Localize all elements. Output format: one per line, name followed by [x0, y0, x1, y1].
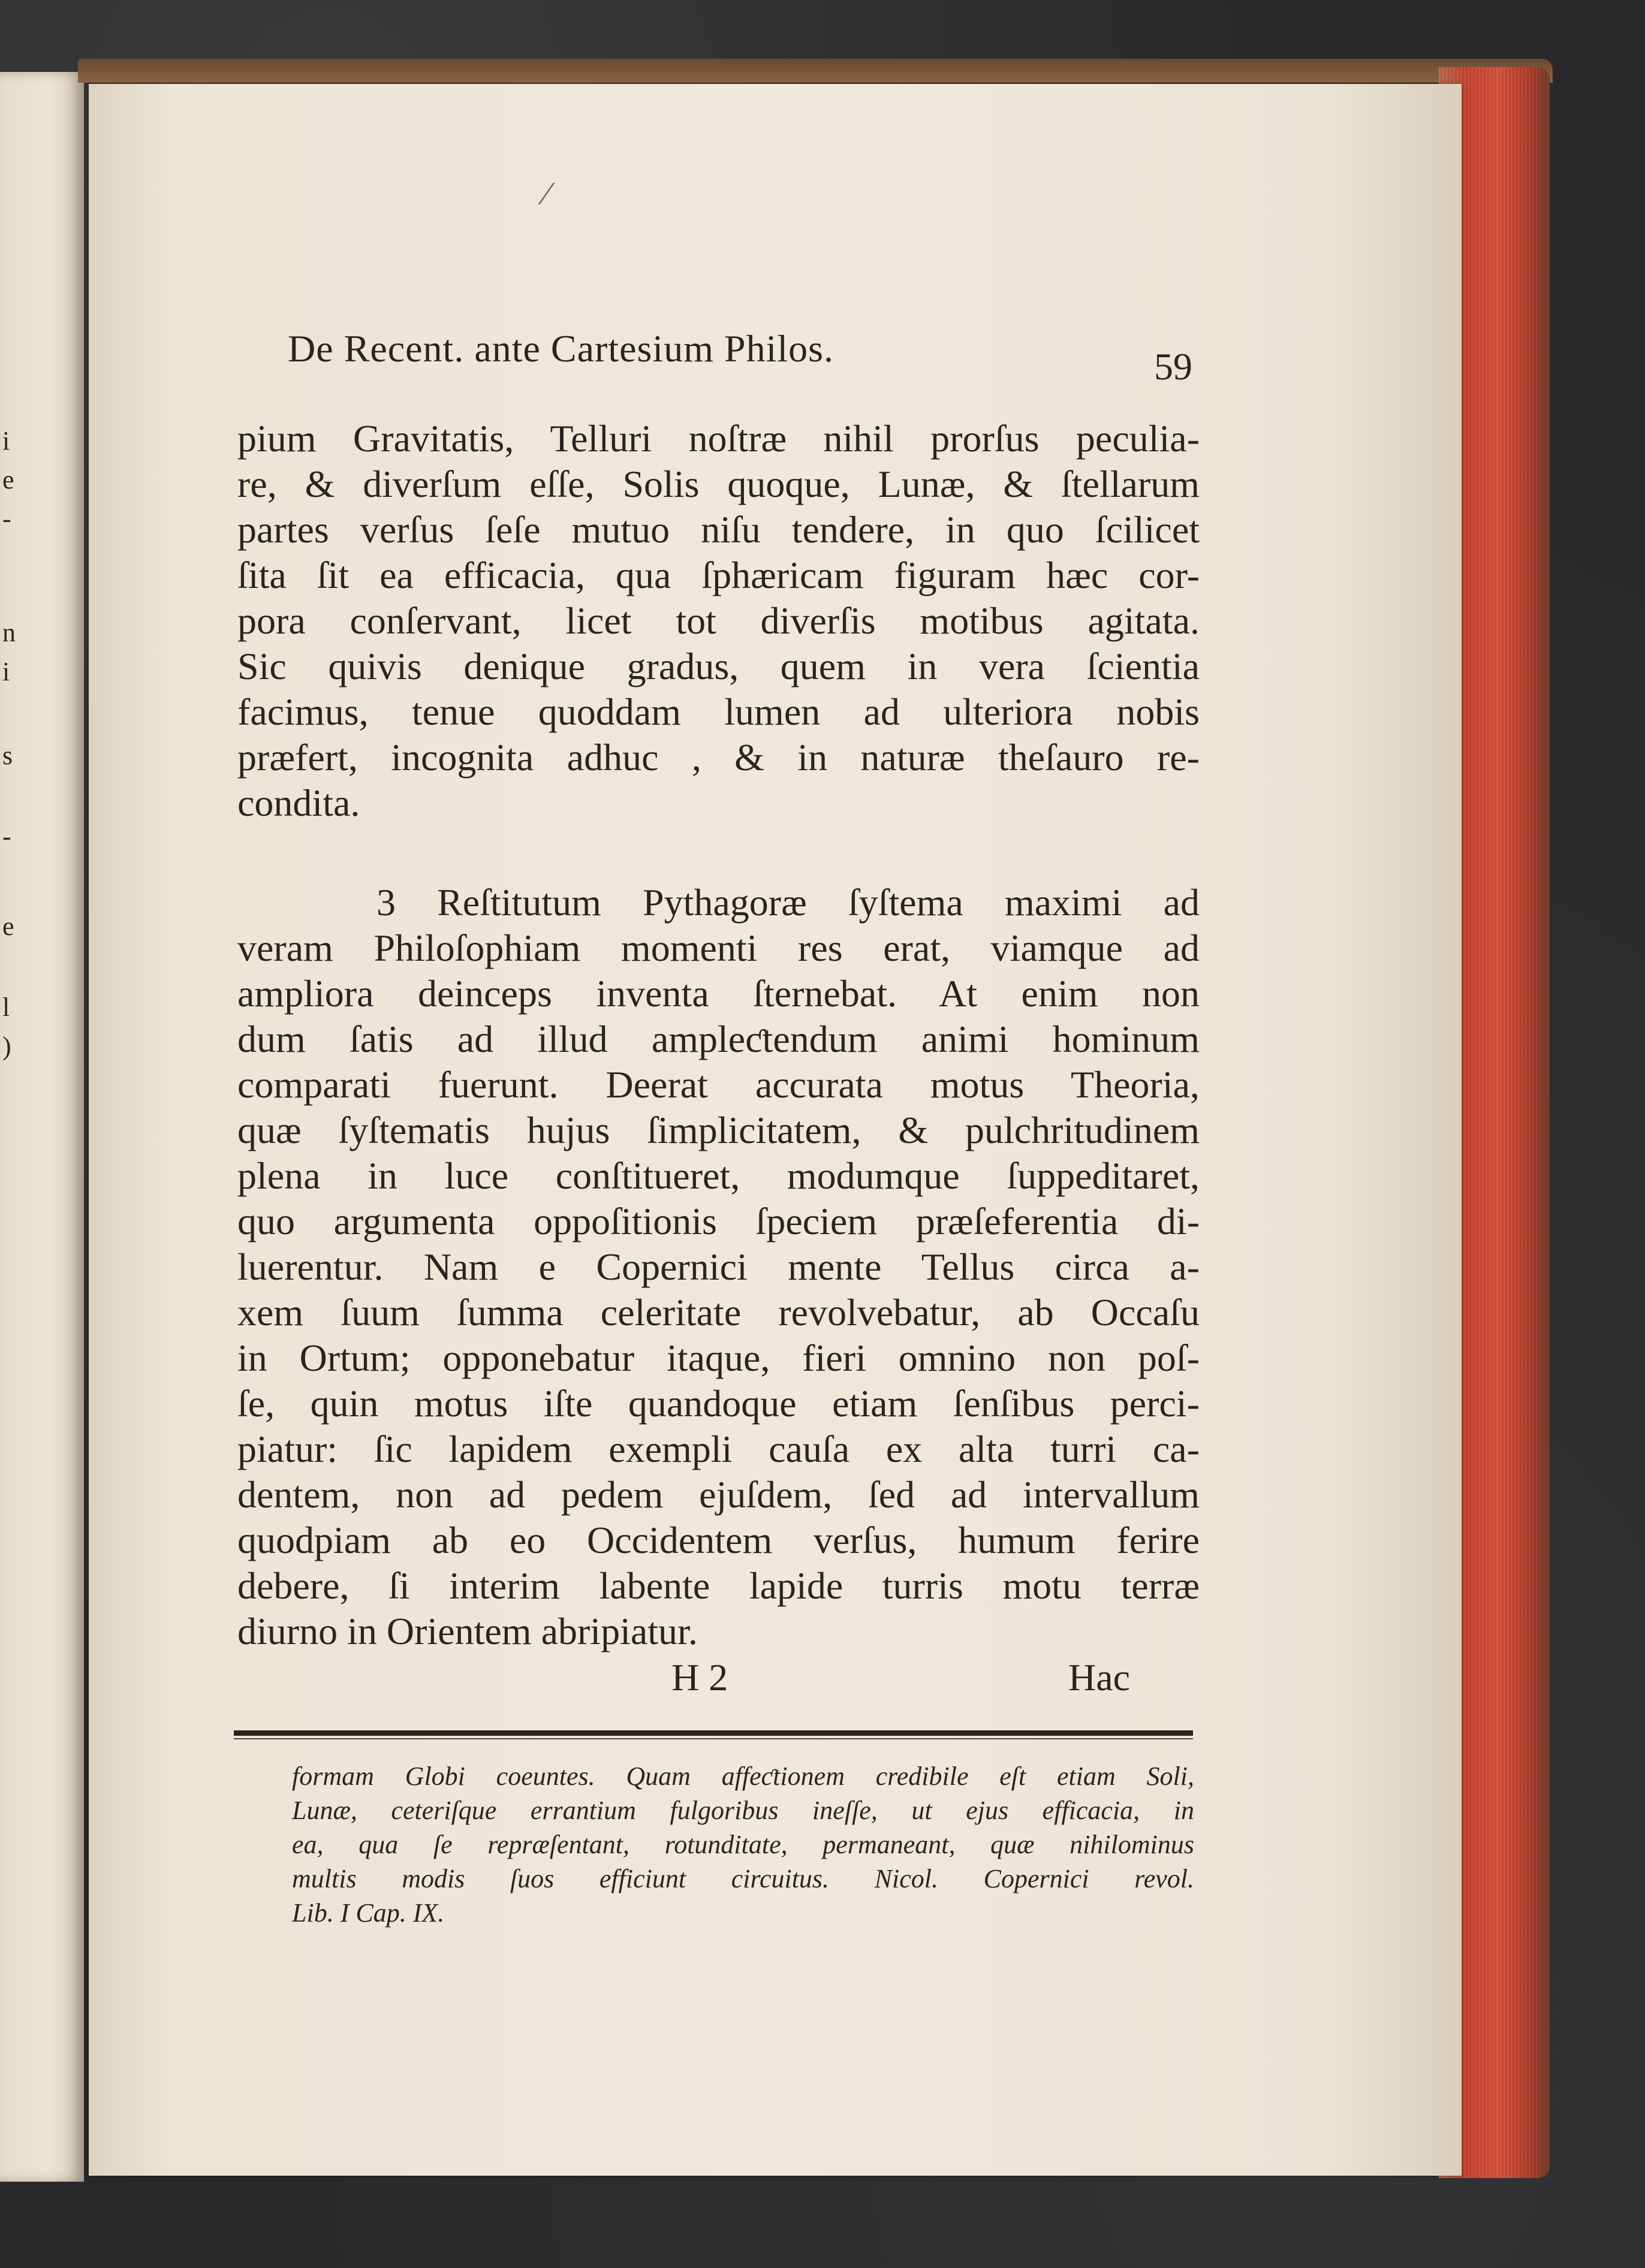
- text-line: re, & diverſum eſſe, Solis quoque, Lunæ, & ſtellarum: [237, 463, 1200, 505]
- page-number: 59: [1154, 345, 1192, 388]
- text-line: veram Philoſophiam momenti res erat, viamque ad: [237, 927, 1200, 969]
- fragment: e: [2, 912, 14, 941]
- running-head: De Recent. ante Cartesium Philos.: [288, 327, 834, 370]
- text-line: plena in luce conſtitueret, modumque ſuppeditaret,: [237, 1154, 1200, 1197]
- footnote-line: multis modis ſuos efficiunt circuitus. Nicol. Copernici revol.: [292, 1864, 1194, 1893]
- text-line: ampliora deinceps inventa ſternebat. At enim non: [237, 972, 1200, 1015]
- text-line: quodpiam ab eo Occidentem verſus, humum ferire: [237, 1519, 1200, 1561]
- signature-mark: H 2: [671, 1656, 728, 1699]
- footnote-rule-thin: [234, 1738, 1193, 1739]
- footnote-line: Lib. I Cap. IX.: [292, 1898, 445, 1928]
- book-cover-edge: [78, 59, 1553, 83]
- fragment: i: [2, 657, 10, 686]
- text-line: debere, ſi interim labente lapide turris motu terræ: [237, 1564, 1200, 1607]
- fragment: ): [2, 1032, 11, 1061]
- text-line: xem ſuum ſumma celeritate revolvebatur, ab Occaſu: [237, 1291, 1200, 1334]
- text-line: quæ ſyſtematis hujus ſimplicitatem, & pulchritudinem: [237, 1109, 1200, 1151]
- text-line: diurno in Orientem abripiatur.: [237, 1610, 698, 1652]
- text-line: ſita ſit ea efficacia, qua ſphæricam figuram hæc cor-: [237, 554, 1200, 596]
- text-line: condita.: [237, 782, 360, 824]
- text-line: 3 Reſtitutum Pythagoræ ſyſtema maximi ad: [376, 881, 1200, 924]
- fragment: e: [2, 465, 14, 494]
- footnote-line: Lunæ, ceteriſque errantium fulgoribus ineſſe, ut ejus efficacia, in: [292, 1796, 1194, 1825]
- facing-page-fragments: [0, 72, 18, 2182]
- fragment: s: [2, 741, 13, 770]
- catchword: Hac: [1068, 1656, 1131, 1699]
- text-line: quo argumenta oppoſitionis ſpeciem præſeferentia di-: [237, 1200, 1200, 1242]
- fragment: n: [2, 618, 16, 647]
- text-line: pium Gravitatis, Telluri noſtræ nihil prorſus peculia-: [237, 417, 1200, 460]
- text-line: piatur: ſic lapidem exempli cauſa ex alta turri ca-: [237, 1428, 1200, 1470]
- text-line: dum ſatis ad illud ampleƈtendum animi hominum: [237, 1018, 1200, 1060]
- text-line: facimus, tenue quoddam lumen ad ulteriora nobis: [237, 690, 1200, 733]
- text-line: luerentur. Nam e Copernici mente Tellus circa a-: [237, 1245, 1200, 1288]
- fragment: l: [2, 993, 10, 1022]
- text-line: præfert, incognita adhuc , & in naturæ theſauro re-: [237, 736, 1200, 779]
- footnote-rule: [234, 1730, 1193, 1736]
- text-line: in Ortum; opponebatur itaque, fieri omnino non poſ-: [237, 1337, 1200, 1379]
- footnote-line: ea, qua ſe repræſentant, rotunditate, permaneant, quæ nihilominus: [292, 1830, 1194, 1859]
- text-line: partes verſus ſeſe mutuo niſu tendere, in quo ſcilicet: [237, 508, 1200, 551]
- text-line: comparati fuerunt. Deerat accurata motus Theoria,: [237, 1063, 1200, 1106]
- text-line: Sic quivis denique gradus, quem in vera ſcientia: [237, 645, 1200, 687]
- fragment: -: [2, 822, 11, 851]
- text-line: dentem, non ad pedem ejuſdem, ſed ad intervallum: [237, 1473, 1200, 1516]
- text-line: pora conſervant, licet tot diverſis motibus agitata.: [237, 599, 1200, 642]
- fragment: -: [2, 504, 11, 533]
- facing-page: [0, 72, 84, 2182]
- footnote-line: formam Globi coeuntes. Quam affeƈtionem credibile eſt etiam Soli,: [292, 1762, 1194, 1791]
- fragment: i: [2, 426, 10, 456]
- text-line: ſe, quin motus iſte quandoque etiam ſenſibus perci-: [237, 1382, 1200, 1425]
